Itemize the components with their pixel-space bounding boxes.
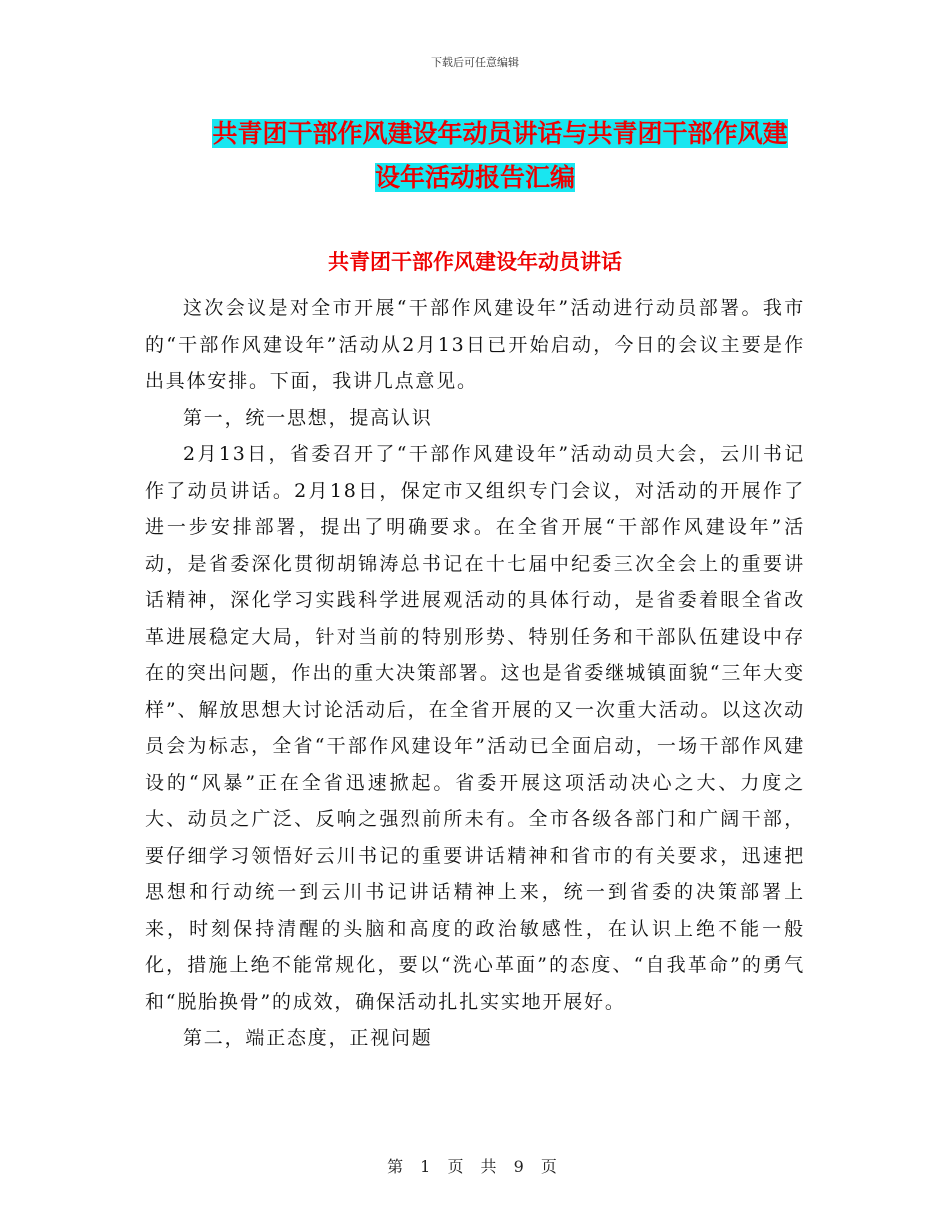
paragraph-point-2-heading: 第二，端正态度，正视问题 [183,1027,433,1049]
page-number: 第 1 页 共 9 页 [387,1157,563,1176]
section-heading: 共青团干部作风建设年动员讲话 [328,250,622,274]
header-note: 下载后可任意编辑 [431,56,519,69]
paragraph-intro: 这次会议是对全市开展“干部作风建设年”活动进行动员部署。我市的“干部作风建设年”活动从2月13日已开始启动，今日的会议主要是作出具体安排。下面，我讲几点意见。 [145,297,805,392]
title-line-1: 共青团干部作风建设年动员讲话与共青团干部作风建 [212,119,788,148]
document-title [0,112,950,200]
body-text [145,290,805,1057]
title-line-2: 设年活动报告汇编 [374,163,575,192]
paragraph-point-1-body: 2月13日，省委召开了“干部作风建设年”活动动员大会，云川书记作了动员讲话。2月18日，保定市又组织专门会议，对活动的开展作了进一步安排部署，提出了明确要求。在全省开展“干部作风建设年”活动，是省委深化贯彻胡锦涛总书记在十七届中纪委三次全会上的重要讲话精神，深化学习实践科学进展观活动的具体行动，是省委着眼全省改革进展稳定大局，针对当前的特别形势、特别任务和干部队伍建设中存在的突出问题，作出的重大决策部署。这也是省委继城镇面貌“三年大变样”、解放思想大讨论活动后，在全省开展的又一次重大活动。以这次动员会为标志，全省“干部作风建设年”活动已全面启动，一场干部作风建设的“风暴”正在全省迅速掀起。省委开展这项活动决心之大、力度之大、动员之广泛、反响之强烈前所未有。全市各级各部门和广阔干部，要仔细学习领悟好云川书记的重要讲话精神和省市的有关要求，迅速把思想和行动统一到云川书记讲话精神上来，统一到省委的决策部署上来，时刻保持清醒的头脑和高度的政治敏感性，在认识上绝不能一般化，措施上绝不能常规化，要以“洗心革面”的态度、“自我革命”的勇气和“脱胎换骨”的成效，确保活动扎扎实实地开展好。 [145,443,805,1013]
paragraph-point-1-heading: 第一，统一思想，提高认识 [183,406,433,429]
